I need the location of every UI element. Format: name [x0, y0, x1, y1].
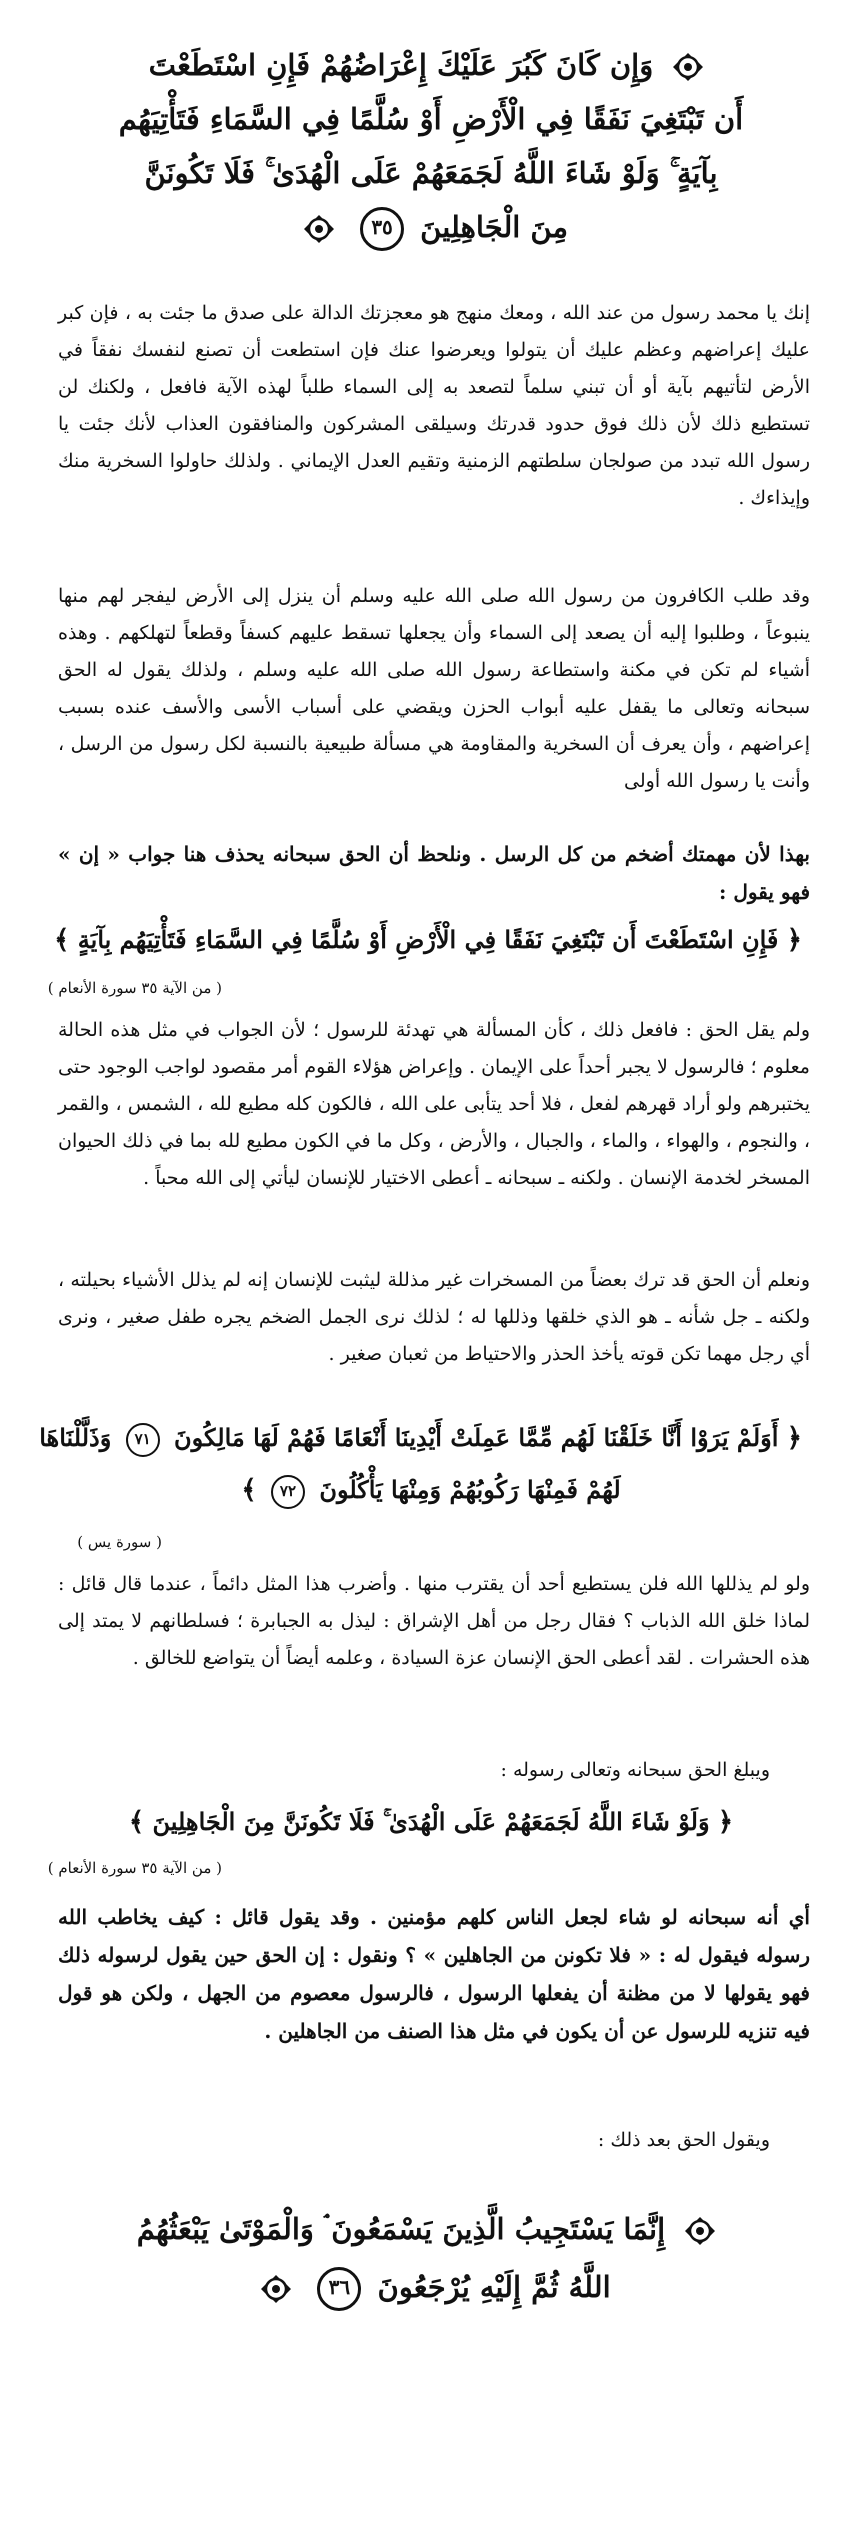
- top-verse-line-2: أَن تَبْتَغِيَ نَفَقًا فِي الْأَرْضِ أَوْ سُلَّمًا فِي السَّمَاءِ فَتَأْتِيَهُم: [118, 102, 744, 136]
- quote-2: ﴿ أَوَلَمْ يَرَوْا أَنَّا خَلَقْنَا لَهُم مِّمَّا عَمِلَتْ أَيْدِينَا أَنْعَامًا فَهُمْ لَهَا مَالِكُونَ ٧١ وَذَلَّلْنَاهَا لَهُمْ فَمِنْهَا رَكُوبُهُمْ وَمِنْهَا يَأْكُلُونَ ٧٢ ﴾: [60, 1412, 802, 1516]
- paragraph-6: ولو لم يذللها الله فلن يستطيع أحد أن يقترب منها . وأضرب هذا المثل دائماً ، عندما قال قائل : لماذا خلق الله الذباب ؟ فقال رجل من أهل الإشراق : ليذل به الجبابرة ؛ فسلطانهم لا يمتد إلى هذه الحشرات . لقد أعطى الحق الإنسان عزة السيادة ، وعلمه أيضاً أن يتواضع للخالق .: [58, 1573, 810, 1669]
- citation-2: ( سورة يس ): [77, 1533, 162, 1551]
- paragraph-3: بهذا لأن مهمتك أضخم من كل الرسل . ونلحظ أن الحق سبحانه يحذف هنا جواب « إن » فهو يقول :: [58, 842, 810, 904]
- bottom-verse-line-1: [60, 2200, 802, 2258]
- verse-text: إِنَّمَا يَسْتَجِيبُ الَّذِينَ يَسْمَعُونَ ۘ وَالْمَوْتَىٰ يَبْعَثُهُمُ: [136, 2212, 666, 2246]
- bottom-verse: [60, 2200, 802, 2316]
- citation-3: ( من الآية ٣٥ سورة الأنعام ): [47, 1859, 222, 1877]
- quote-text: فَإِنِ اسْتَطَعْتَ أَن تَبْتَغِيَ نَفَقًا فِي الْأَرْضِ أَوْ سُلَّمًا فِي السَّمَاءِ فَتَأْتِيَهُم بِآيَةٍ: [77, 925, 779, 954]
- citation-1: ( من الآية ٣٥ سورة الأنعام ): [47, 979, 222, 997]
- verse-start-ornament-icon: [683, 2217, 717, 2245]
- paragraph-2: وقد طلب الكافرون من رسول الله صلى الله عليه وسلم أن ينزل إلى الأرض ليفجر لهم منها ينبوعاً ، وطلبوا إليه أن يصعد إلى السماء وأن يجعلها تسقط عليهم كسفاً وقطعاً لتهلكهم . وهذه أشياء لم تكن في مكنة واستطاعة رسول الله صلى الله عليه وسلم ، ولذلك يقول له الحق سبحانه وتعالى ما يقفل عليه أبواب الحزن ويقضي على أسباب الأسى والأسف عنده بسبب إعراضهم ، وأن يعرف أن السخرية والمقاومة هي مسألة طبيعية بالنسبة لكل رسول من الرسل ، وأنت يا رسول الله أولى: [58, 585, 810, 792]
- top-verse-line-3: بِآيَةٍ ۚ وَلَوْ شَاءَ اللَّهُ لَجَمَعَهُمْ عَلَى الْهُدَىٰ ۚ فَلَا تَكُونَنَّ: [144, 156, 718, 190]
- paragraph-5: ونعلم أن الحق قد ترك بعضاً من المسخرات غير مذللة ليثبت للإنسان إنه لم يذلل الأشياء بحيلته ، ولكنه ـ جل شأنه ـ هو الذي خلقها وذللها له ؛ لذلك نرى الجمل الضخم يجره طفل صغير ، ونرى أي رجل مهما تكن قوته يأخذ الحذر والاحتياط من ثعبان صغير .: [58, 1269, 810, 1365]
- quote-3: ﴿ وَلَوْ شَاءَ اللَّهُ لَجَمَعَهُمْ عَلَى الْهُدَىٰ ۚ فَلَا تَكُونَنَّ مِنَ الْجَاهِلِينَ ﴾: [128, 1807, 734, 1837]
- paragraph-7: ويبلغ الحق سبحانه وتعالى رسوله :: [500, 1759, 770, 1781]
- verse-number-badge: ٣٥: [360, 207, 404, 251]
- verse-text: وَإِن كَانَ كَبُرَ عَلَيْكَ إِعْرَاضُهُمْ فَإِنِ اسْتَطَعْتَ: [148, 48, 654, 82]
- top-verse-line-1: [60, 38, 802, 92]
- verse-number-badge: ٧٢: [271, 1475, 305, 1509]
- verse-number-badge: ٧١: [126, 1423, 160, 1457]
- verse-text: اللَّهُ ثُمَّ إِلَيْهِ يُرْجَعُونَ: [377, 2270, 611, 2304]
- paragraph-4: ولم يقل الحق : فافعل ذلك ، كأن المسألة هي تهدئة للرسول ؛ لأن الجواب في مثل هذه الحالة معلوم ؛ فالرسول لا يجبر أحداً على الإيمان . وإعراض هؤلاء القوم أمر مقصود لواجب الوجود حتى يختبرهم ولو أراد قهرهم لفعل ، فلا أحد يتأبى على الله ، فالكون كله مطيع لله ، الشمس ، والقمر ، والنجوم ، والهواء ، والماء ، والجبال ، والأرض ، وكل ما في الكون مطيع لله بما في ذلك الحيوان المسخر لخدمة الإنسان . ولكنه ـ سبحانه ـ أعطى الاختيار للإنسان ليأتي إلى الله محباً .: [58, 1019, 810, 1189]
- quote-text: وَلَوْ شَاءَ اللَّهُ لَجَمَعَهُمْ عَلَى الْهُدَىٰ ۚ فَلَا تَكُونَنَّ مِنَ الْجَاهِلِينَ: [152, 1807, 710, 1836]
- verse-start-ornament-icon: [671, 53, 705, 81]
- quote-text: أَوَلَمْ يَرَوْا أَنَّا خَلَقْنَا لَهُم مِّمَّا عَمِلَتْ أَيْدِينَا أَنْعَامًا فَهُمْ لَهَا مَالِكُونَ: [174, 1423, 779, 1452]
- quote-1: ﴿ فَإِنِ اسْتَطَعْتَ أَن تَبْتَغِيَ نَفَقًا فِي الْأَرْضِ أَوْ سُلَّمًا فِي السَّمَاءِ فَتَأْتِيَهُم بِآيَةٍ ﴾: [54, 925, 802, 955]
- top-verse: [60, 38, 802, 254]
- verse-end-ornament-icon: [302, 215, 336, 243]
- quote-text: وَذَلَّلْنَاهَا: [39, 1423, 112, 1452]
- paragraph-8: أي أنه سبحانه لو شاء لجعل الناس كلهم مؤمنين . وقد يقول قائل : كيف يخاطب الله رسوله فيقول له : « فلا تكونن من الجاهلين » ؟ ونقول : إن الحق حين يقول لرسوله ذلك فهو يقولها لا من مظنة أن يفعلها الرسول ، فالرسول معصوم من الجهل ، ولكن هو قول فيه تنزيه للرسول عن أن يكون في مثل هذا الصنف من الجاهلين .: [58, 1905, 810, 2043]
- verse-end-ornament-icon: [259, 2275, 293, 2303]
- verse-number-badge: ٣٦: [317, 2267, 361, 2311]
- quote-text: لَهُمْ فَمِنْهَا رَكُوبُهُمْ وَمِنْهَا يَأْكُلُونَ: [319, 1475, 621, 1504]
- verse-text: مِنَ الْجَاهِلِينَ: [420, 210, 569, 244]
- paragraph-9: ويقول الحق بعد ذلك :: [597, 2129, 770, 2151]
- paragraph-1: إنك يا محمد رسول من عند الله ، ومعك منهج هو معجزتك الدالة على صدق ما جئت به ، فإن كبر عليك إعراضهم وعظم عليك أن يتولوا ويعرضوا عنك فإن استطعت أن تصنع لنفسك نفقاً في الأرض لتأتيهم بآية أو أن تبني سلماً لتصعد به إلى السماء طلباً لهذه الآية فافعل ، ولكنك لن تستطيع ذلك لأن ذلك فوق حدود قدرتك وسيلقى المشركون والمنافقون العذاب لأنك جئت يا رسول الله تبدد من صولجان سلطتهم الزمنية وتقيم العدل الإيماني . ولذلك حاولوا السخرية منك وإيذاءك .: [58, 302, 810, 509]
- top-verse-line-4: [60, 200, 802, 254]
- bottom-verse-line-2: [60, 2258, 802, 2316]
